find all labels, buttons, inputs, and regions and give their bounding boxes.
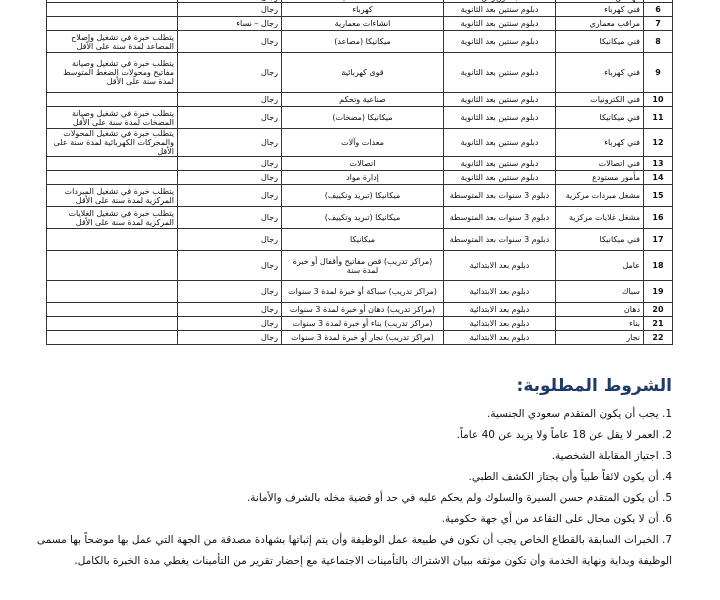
experience-cell <box>47 317 178 331</box>
job-title-cell: فني كهرباء <box>556 3 644 17</box>
job-title-cell: فني ميكانيكا <box>556 107 644 129</box>
table-row <box>47 229 673 251</box>
experience-cell <box>47 171 178 185</box>
condition-item: 6. أن لا يكون محال على التقاعد من أي جهة حكومية. <box>441 513 672 525</box>
row-number: 9 <box>644 53 673 93</box>
table-row <box>47 31 673 53</box>
qualification-cell: دبلوم سنتين بعد الثانوية <box>444 17 556 31</box>
specialization-cell: كهرباء <box>282 3 444 17</box>
experience-cell <box>47 303 178 317</box>
gender-cell: رجال <box>178 31 282 53</box>
jobs-table-body <box>47 0 673 345</box>
qualification-cell: دبلوم سنتين بعد الثانوية <box>444 171 556 185</box>
specialization-cell: ميكانيكا (تبريد وتكييف) <box>282 185 444 207</box>
table-row <box>47 251 673 281</box>
qualification-cell: دبلوم 3 سنوات بعد المتوسطة <box>444 185 556 207</box>
table-row <box>47 303 673 317</box>
row-number: 13 <box>644 157 673 171</box>
qualification-cell: دبلوم 3 سنوات بعد المتوسطة <box>444 207 556 229</box>
qualification-cell: دبلوم بعد الابتدائية <box>444 281 556 303</box>
gender-cell: رجال <box>178 53 282 93</box>
specialization-cell: ميكانيكا (مصاعد) <box>282 31 444 53</box>
jobs-table <box>46 0 673 345</box>
experience-cell: يتطلب خبرة في تشغيل الغلايات المركزية لمدة سنة على الأقل <box>47 207 178 229</box>
specialization-cell: معدات وآلات <box>282 129 444 157</box>
experience-cell <box>47 281 178 303</box>
experience-cell <box>47 331 178 345</box>
specialization-cell: اتصالات <box>282 157 444 171</box>
row-number: 11 <box>644 107 673 129</box>
row-number: 16 <box>644 207 673 229</box>
row-number: 12 <box>644 129 673 157</box>
experience-cell <box>47 3 178 17</box>
gender-cell: رجال <box>178 229 282 251</box>
conditions-list <box>20 404 672 572</box>
job-title-cell: فني ميكانيكا <box>556 31 644 53</box>
qualification-cell: دبلوم سنتين بعد الثانوية <box>444 107 556 129</box>
table-row <box>47 171 673 185</box>
gender-cell: رجال <box>178 331 282 345</box>
job-title-cell: بناء <box>556 317 644 331</box>
specialization-cell: انشاءات معمارية <box>282 17 444 31</box>
table-row <box>47 157 673 171</box>
job-title-cell: فني اتصالات <box>556 157 644 171</box>
experience-cell: يتطلب خبرة في تشغيل وصيانة المضخات لمدة سنة على الأقل <box>47 107 178 129</box>
specialization-cell: (مراكز تدريب) دهان أو خبرة لمدة 3 سنوات <box>282 303 444 317</box>
job-title-cell: عامل <box>556 251 644 281</box>
table-row <box>47 331 673 345</box>
conditions-section <box>20 374 672 572</box>
job-title-cell: فني ميكانيكا <box>556 229 644 251</box>
specialization-cell: (مراكز تدريب) سباكة أو خبرة لمدة 3 سنوات <box>282 281 444 303</box>
row-number: 17 <box>644 229 673 251</box>
gender-cell: رجال <box>178 3 282 17</box>
gender-cell: رجال <box>178 281 282 303</box>
specialization-cell: (مراكز تدريب) بناء أو خبرة لمدة 3 سنوات <box>282 317 444 331</box>
gender-cell: رجال <box>178 107 282 129</box>
experience-cell <box>47 17 178 31</box>
gender-cell: رجال <box>178 207 282 229</box>
job-title-cell: دهان <box>556 303 644 317</box>
gender-cell: رجال <box>178 303 282 317</box>
table-row <box>47 207 673 229</box>
table-row <box>47 53 673 93</box>
row-number: 10 <box>644 93 673 107</box>
qualification-cell: دبلوم سنتين بعد الثانوية <box>444 3 556 17</box>
job-title-cell: مراقب معماري <box>556 17 644 31</box>
gender-cell: رجال <box>178 129 282 157</box>
job-title-cell: فني كهرباء <box>556 129 644 157</box>
qualification-cell: دبلوم سنتين بعد الثانوية <box>444 31 556 53</box>
gender-cell: رجال <box>178 185 282 207</box>
specialization-cell: قوى كهربائية <box>282 53 444 93</box>
row-number: 6 <box>644 3 673 17</box>
experience-cell <box>47 93 178 107</box>
row-number: 15 <box>644 185 673 207</box>
qualification-cell: دبلوم 3 سنوات بعد المتوسطة <box>444 229 556 251</box>
gender-cell: رجال <box>178 93 282 107</box>
condition-item: 2. العمر لا يقل عن 18 عاماً ولا يزيد عن 40 عاماً. <box>456 429 672 441</box>
row-number: 22 <box>644 331 673 345</box>
qualification-cell: دبلوم سنتين بعد الثانوية <box>444 53 556 93</box>
job-title-cell: فني الكترونيات <box>556 93 644 107</box>
specialization-cell: إدارة مواد <box>282 171 444 185</box>
job-title-cell: مشغل غلايات مركزية <box>556 207 644 229</box>
job-title-cell: فني كهرباء <box>556 53 644 93</box>
row-number: 19 <box>644 281 673 303</box>
job-title-cell: مأمور مستودع <box>556 171 644 185</box>
table-row <box>47 3 673 17</box>
row-number: 8 <box>644 31 673 53</box>
experience-cell <box>47 229 178 251</box>
qualification-cell: دبلوم بعد الابتدائية <box>444 251 556 281</box>
specialization-cell: (مراكز تدريب) نجار أو خبرة لمدة 3 سنوات <box>282 331 444 345</box>
condition-item: 4. أن يكون لائقاً طبياً وأن يجتاز الكشف الطبي. <box>468 471 672 483</box>
condition-item: 5. أن يكون المتقدم حسن السيرة والسلوك ولم يحكم عليه في حد أو قضية مخله بالشرف والأمانة. <box>246 492 672 504</box>
table-row <box>47 129 673 157</box>
conditions-title: الشروط المطلوبة: <box>516 376 672 396</box>
specialization-cell: ميكانيكا <box>282 229 444 251</box>
experience-cell <box>47 251 178 281</box>
table-row <box>47 17 673 31</box>
condition-item: 1. يجب أن يكون المتقدم سعودي الجنسية. <box>487 408 672 420</box>
experience-cell: يتطلب خبرة في تشغيل وإصلاح المصاعد لمدة سنة على الأقل <box>47 31 178 53</box>
experience-cell: يتطلب خبرة في تشغيل المبردات المركزية لمدة سنة على الأقل <box>47 185 178 207</box>
job-title-cell: نجار <box>556 331 644 345</box>
experience-cell <box>47 157 178 171</box>
gender-cell: رجال <box>178 251 282 281</box>
gender-cell: رجال <box>178 157 282 171</box>
qualification-cell: دبلوم سنتين بعد الثانوية <box>444 157 556 171</box>
qualification-cell: دبلوم بعد الابتدائية <box>444 317 556 331</box>
table-row <box>47 185 673 207</box>
row-number: 7 <box>644 17 673 31</box>
gender-cell: رجال <box>178 317 282 331</box>
gender-cell: رجال – نساء <box>178 17 282 31</box>
row-number: 14 <box>644 171 673 185</box>
specialization-cell: (مراكز تدريب) قص مفاتيح وأقفال أو خبرة لمدة سنة <box>282 251 444 281</box>
row-number: 18 <box>644 251 673 281</box>
row-number: 20 <box>644 303 673 317</box>
qualification-cell: دبلوم سنتين بعد الثانوية <box>444 93 556 107</box>
job-title-cell: سباك <box>556 281 644 303</box>
row-number: 21 <box>644 317 673 331</box>
experience-cell: يتطلب خبرة في تشغيل المحولات والمحركات الكهربائية لمدة سنة على الأقل <box>47 129 178 157</box>
job-title-cell: مشغل مبردات مركزية <box>556 185 644 207</box>
qualification-cell: دبلوم بعد الابتدائية <box>444 303 556 317</box>
experience-cell: يتطلب خبرة في تشغيل وصيانة مفاتيح ومحولات الضغط المتوسط لمدة سنة على الأقل <box>47 53 178 93</box>
qualification-cell: دبلوم بعد الابتدائية <box>444 331 556 345</box>
specialization-cell: ميكانيكا (مضخات) <box>282 107 444 129</box>
table-row <box>47 281 673 303</box>
qualification-cell: دبلوم سنتين بعد الثانوية <box>444 129 556 157</box>
specialization-cell: صناعية وتحكم <box>282 93 444 107</box>
table-row <box>47 107 673 129</box>
table-row <box>47 317 673 331</box>
table-row <box>47 93 673 107</box>
condition-item: 7. الخبرات السابقة بالقطاع الخاص يجب أن تكون في طبيعة عمل الوظيفة وأن يتم إثباتها بشهادة مصدقة من الجهة التي عمل بها موضحاً بها مسمى الوظيفة وبداية ونهاية الخدمة وأن تكون موثقه ببيان الاشتراك بالتأمينات الاجتماعية مع إحضار تقرير من التأمينات يغطي مدة الخبرة بالكامل. <box>36 534 672 567</box>
condition-item: 3. اجتياز المقابلة الشخصية. <box>551 450 672 462</box>
gender-cell: رجال <box>178 171 282 185</box>
specialization-cell: ميكانيكا (تبريد وتكييف) <box>282 207 444 229</box>
